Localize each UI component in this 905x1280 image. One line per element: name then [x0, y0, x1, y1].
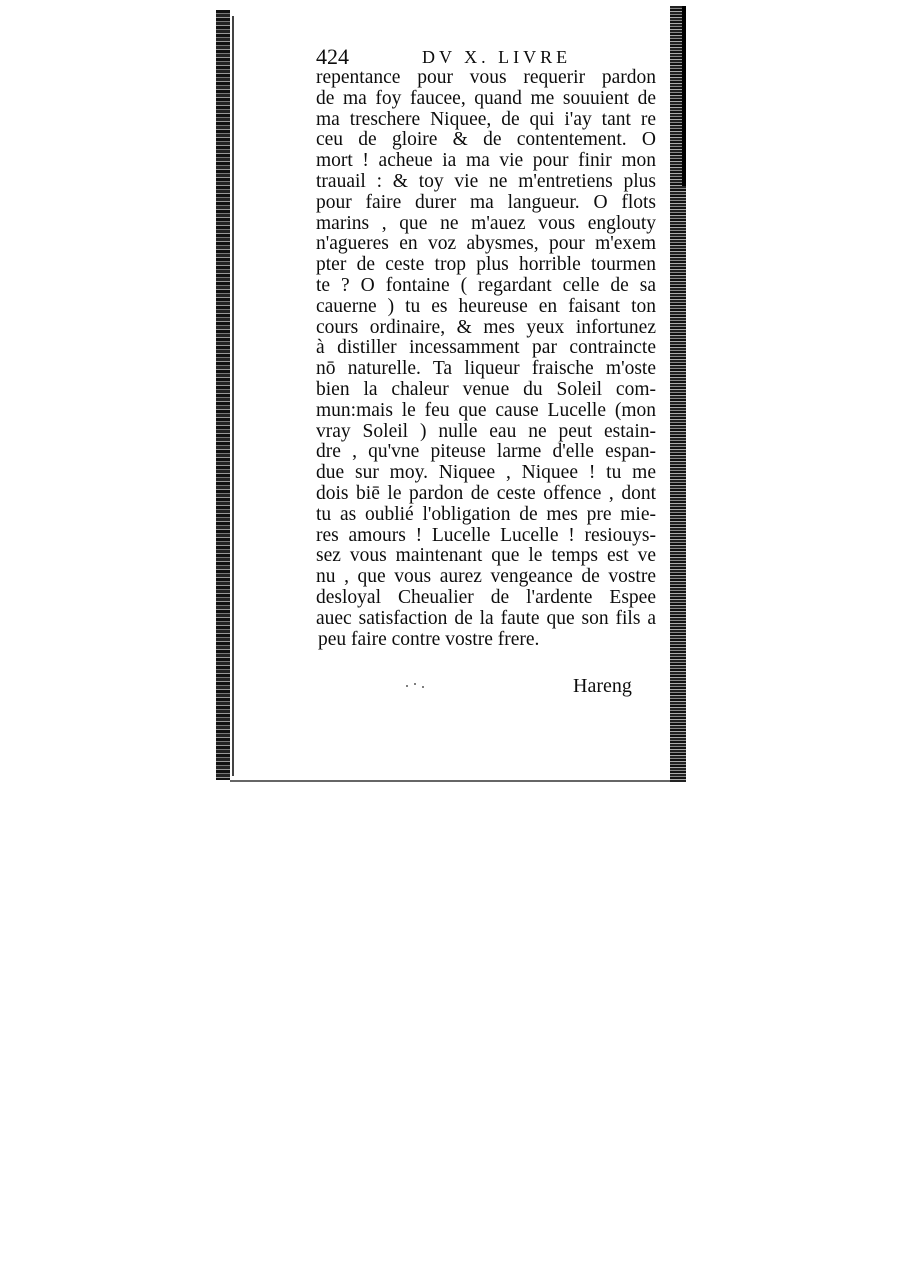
text-line: auec satisfaction de la faute que son fils a: [316, 607, 656, 629]
text-line: marins , que ne m'auez vous englouty: [316, 212, 656, 234]
text-line: tu as oublié l'obligation de mes pre mie-: [316, 503, 656, 525]
text-line: res amours ! Lucelle Lucelle ! resiouys-: [316, 524, 656, 546]
text-line: dre , qu'vne piteuse larme d'elle espan-: [316, 441, 656, 463]
text-line: te ? O fontaine ( regardant celle de sa: [316, 274, 656, 296]
page-left-edge: [216, 10, 230, 780]
text-line: ceu de gloire & de contentement. O: [316, 129, 656, 151]
text-line: peu faire contre vostre frere.: [318, 628, 540, 650]
text-line: desloyal Cheualier de l'ardente Espee: [316, 586, 656, 608]
running-title: DV X. LIVRE: [422, 47, 572, 67]
ink-specks: [406, 682, 426, 688]
text-line: cours ordinaire, & mes yeux infortunez: [316, 316, 656, 338]
page-right-edge-dark: [682, 6, 686, 186]
text-line: dois biē le pardon de ceste offence , dont: [316, 482, 656, 504]
text-line: de ma foy faucee, quand me souuient de: [316, 87, 656, 109]
text-line: vray Soleil ) nulle eau ne peut estain-: [316, 420, 656, 442]
scanned-book-page: [216, 6, 686, 782]
text-line: pour faire durer ma langueur. O flots: [316, 191, 656, 213]
catchword: Hareng: [573, 675, 632, 697]
text-line: ma treschere Niquee, de qui i'ay tant re: [316, 108, 656, 130]
text-line: bien la chaleur venue du Soleil com-: [316, 378, 656, 400]
text-line: pter de ceste trop plus horrible tourmen: [316, 254, 656, 276]
text-line: mort ! acheue ia ma vie pour finir mon: [316, 150, 656, 172]
text-line: n'agueres en voz abysmes, pour m'exem: [316, 233, 656, 255]
text-line: repentance pour vous requerir pardon: [316, 67, 656, 88]
text-line: due sur moy. Niquee , Niquee ! tu me: [316, 462, 656, 484]
text-line: mun:mais le feu que cause Lucelle (mon: [316, 399, 656, 421]
page-left-gutter-line: [232, 16, 234, 776]
page-number: 424: [316, 44, 349, 69]
body-text: [316, 68, 656, 650]
text-line: nō naturelle. Ta liqueur fraische m'oste: [316, 358, 656, 380]
text-line: nu , que vous aurez vengeance de vostre: [316, 566, 656, 588]
text-line: trauail : & toy vie ne m'entretiens plus: [316, 170, 656, 192]
text-line: cauerne ) tu es heureuse en faisant ton: [316, 295, 656, 317]
text-line: sez vous maintenant que le temps est ve: [316, 545, 656, 567]
text-line: à distiller incessamment par contraincte: [316, 337, 656, 359]
page-bottom-edge: [230, 780, 670, 782]
